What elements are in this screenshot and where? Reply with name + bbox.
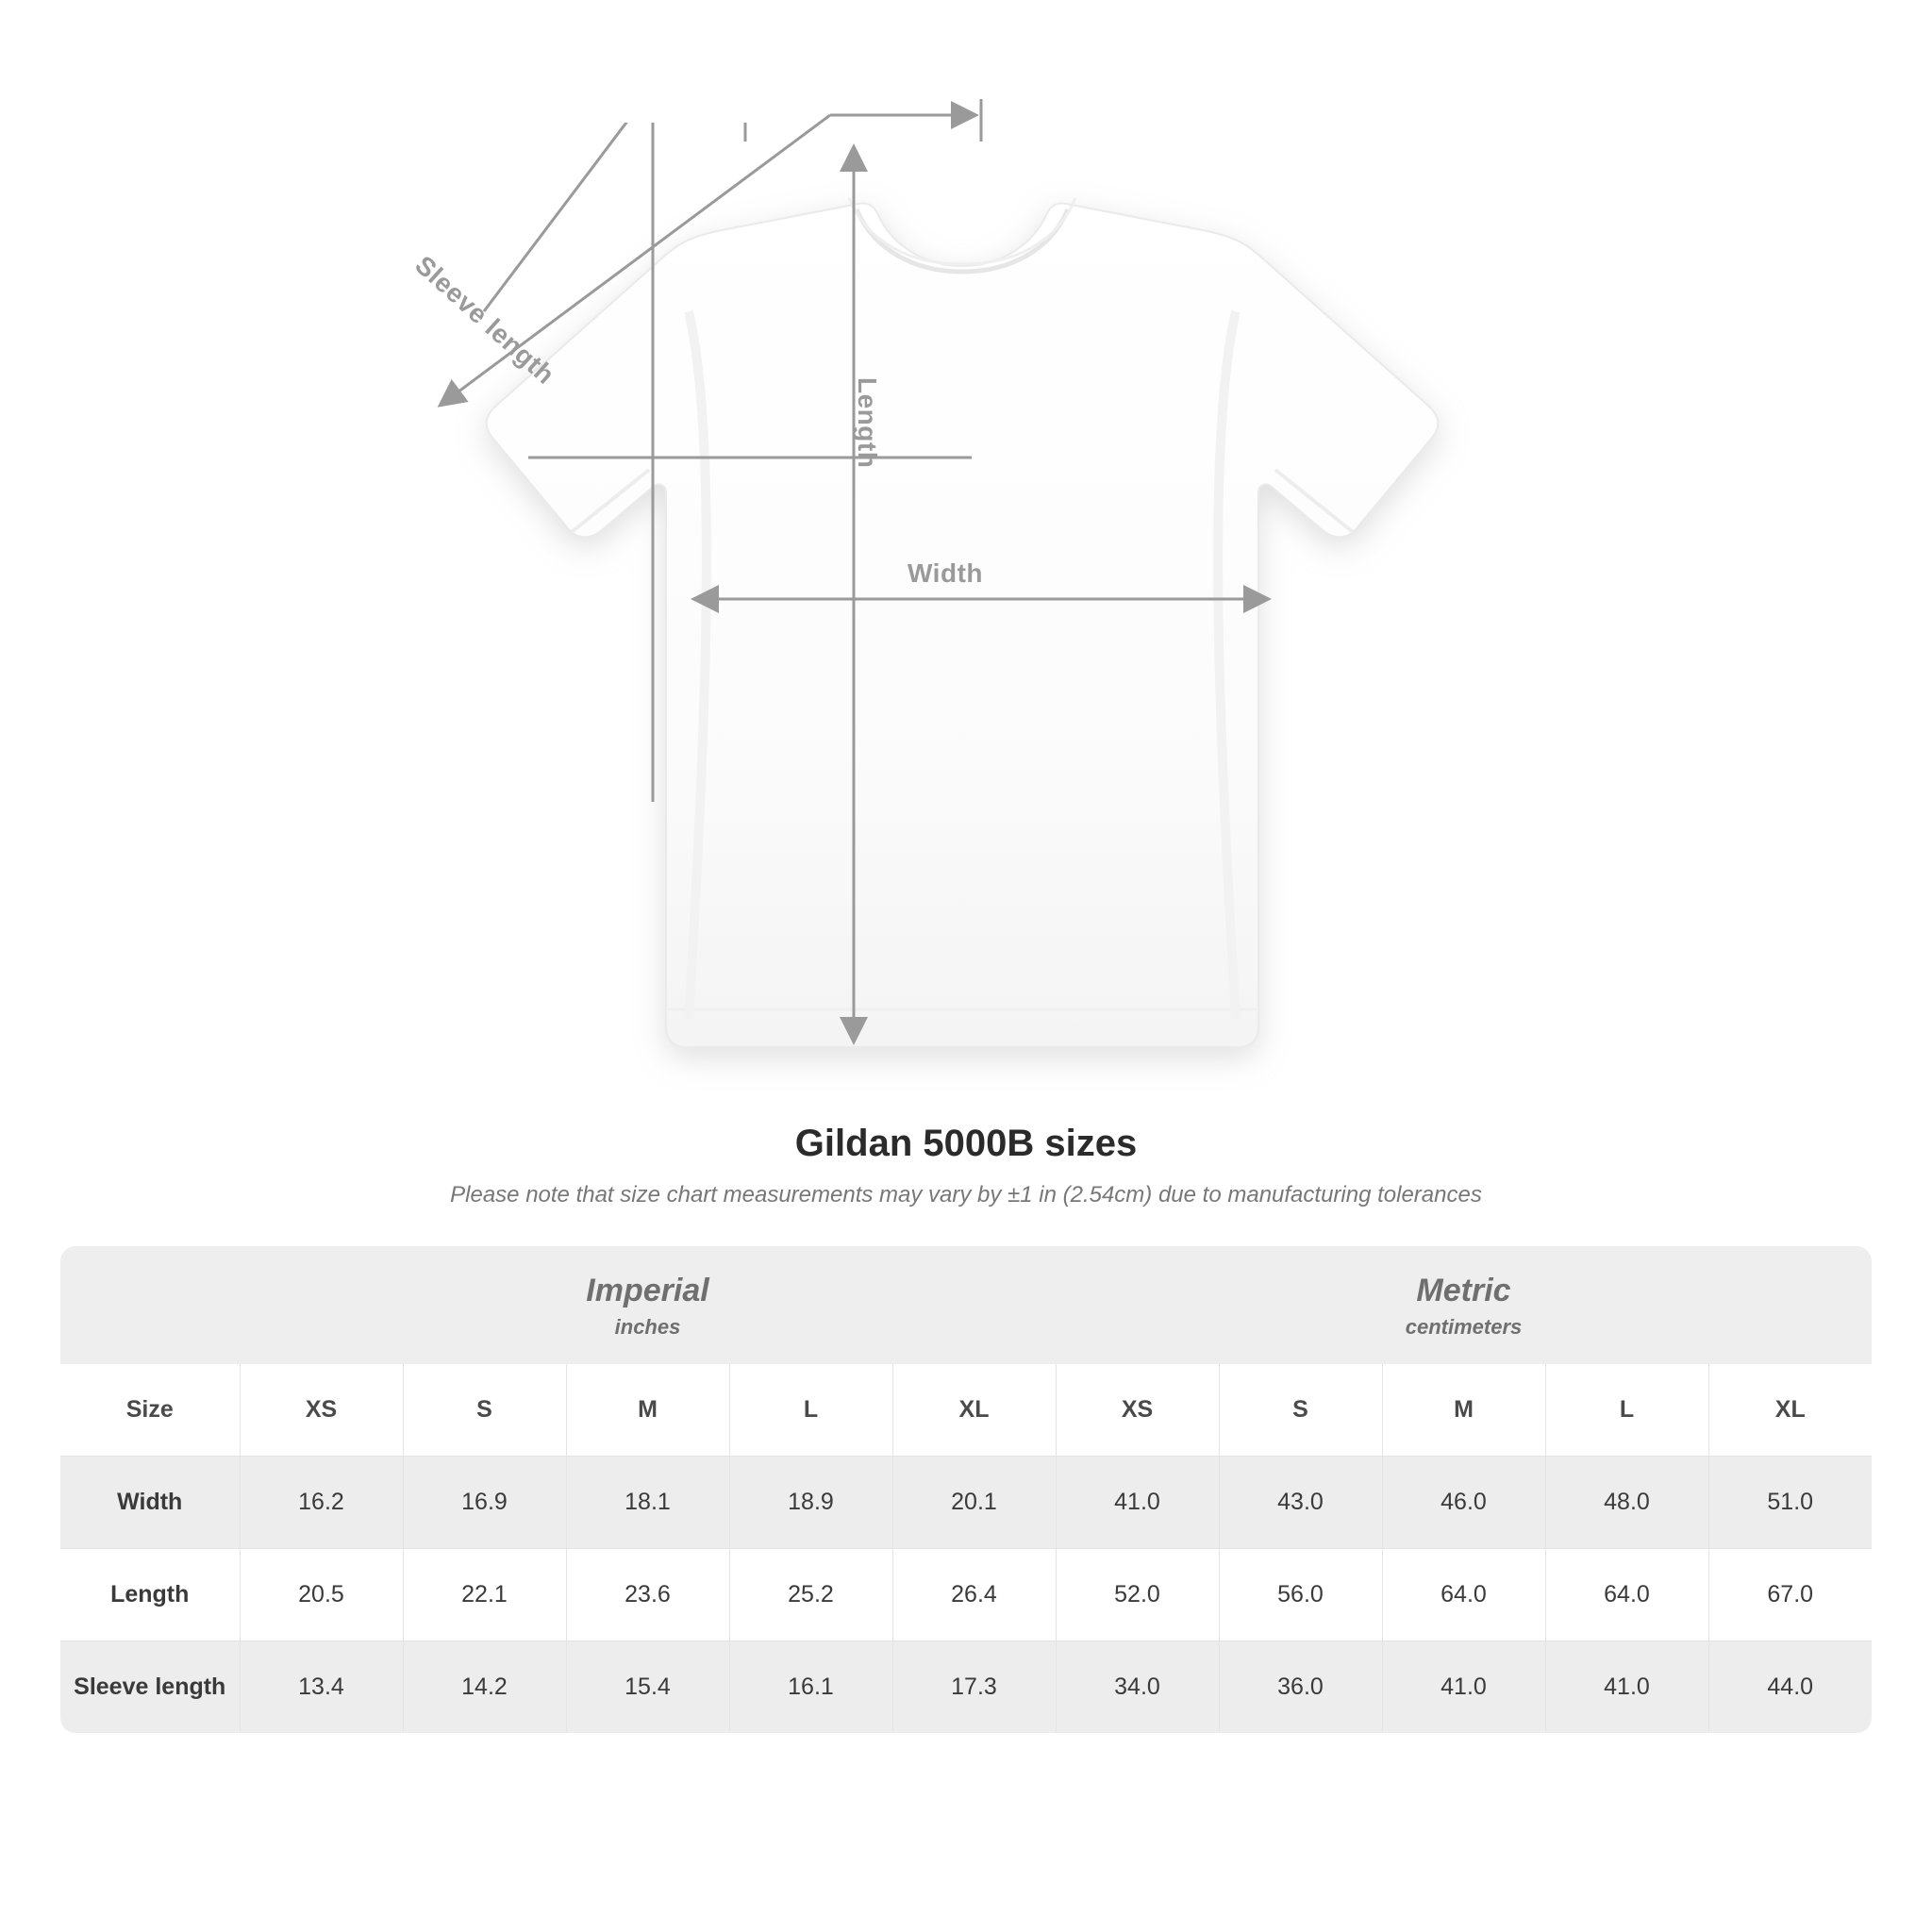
chart-note: Please note that size chart measurements may vary by ±1 in (2.54cm) due to manufacturing tolerances: [450, 1182, 1482, 1208]
unit-corner-cell: [60, 1246, 240, 1364]
col-header-metric-s: S: [1219, 1364, 1382, 1457]
table-row: [60, 1549, 1872, 1641]
chart-title: Gildan 5000B sizes: [794, 1123, 1138, 1164]
size-header-row: [60, 1364, 1872, 1457]
cell-width-metric-l: 48.0: [1545, 1457, 1708, 1549]
sleeve-length-label: Sleeve length: [409, 250, 560, 391]
cell-length-imperial-l: 25.2: [729, 1549, 892, 1641]
table-row: [60, 1641, 1872, 1734]
cell-sleeve-metric-s: 36.0: [1219, 1641, 1382, 1734]
cell-sleeve-metric-l: 41.0: [1545, 1641, 1708, 1734]
cell-sleeve-imperial-xl: 17.3: [892, 1641, 1056, 1734]
cell-sleeve-imperial-s: 14.2: [403, 1641, 566, 1734]
unit-metric: [1056, 1246, 1872, 1364]
col-header-metric-xs: XS: [1056, 1364, 1219, 1457]
cell-length-imperial-xl: 26.4: [892, 1549, 1056, 1641]
cell-sleeve-imperial-l: 16.1: [729, 1641, 892, 1734]
cell-width-metric-s: 43.0: [1219, 1457, 1382, 1549]
col-header-metric-m: M: [1382, 1364, 1545, 1457]
sleeve-arrow-diagonal: [440, 115, 830, 406]
row-label-width: Width: [60, 1457, 240, 1549]
unit-imperial-sub: inches: [614, 1315, 681, 1340]
cell-length-imperial-s: 22.1: [403, 1549, 566, 1641]
cell-width-imperial-l: 18.9: [729, 1457, 892, 1549]
cell-width-metric-m: 46.0: [1382, 1457, 1545, 1549]
width-label: Width: [908, 558, 983, 588]
cell-sleeve-imperial-m: 15.4: [566, 1641, 729, 1734]
cell-length-metric-l: 64.0: [1545, 1549, 1708, 1641]
unit-metric-sub: centimeters: [1405, 1315, 1523, 1340]
cell-width-imperial-xs: 16.2: [240, 1457, 403, 1549]
cell-length-imperial-m: 23.6: [566, 1549, 729, 1641]
row-label-sleeve-length: Sleeve length: [60, 1641, 240, 1734]
size-table-wrap: [60, 1246, 1872, 1733]
cell-width-imperial-xl: 20.1: [892, 1457, 1056, 1549]
cell-sleeve-imperial-xs: 13.4: [240, 1641, 403, 1734]
cell-width-imperial-m: 18.1: [566, 1457, 729, 1549]
unit-imperial-name: Imperial: [586, 1273, 709, 1308]
cell-sleeve-metric-xl: 44.0: [1708, 1641, 1872, 1734]
title-block: [0, 1123, 1932, 1208]
cell-length-metric-s: 56.0: [1219, 1549, 1382, 1641]
col-header-imperial-m: M: [566, 1364, 729, 1457]
cell-length-metric-m: 64.0: [1382, 1549, 1545, 1641]
tshirt-graphic: [406, 123, 1519, 1094]
size-table: [60, 1246, 1872, 1733]
unit-header-row: [60, 1246, 1872, 1364]
col-header-imperial-s: S: [403, 1364, 566, 1457]
cell-sleeve-metric-m: 41.0: [1382, 1641, 1545, 1734]
cell-width-metric-xs: 41.0: [1056, 1457, 1219, 1549]
cell-width-imperial-s: 16.9: [403, 1457, 566, 1549]
col-header-imperial-l: L: [729, 1364, 892, 1457]
row-label-length: Length: [60, 1549, 240, 1641]
length-label: Length: [853, 377, 882, 469]
unit-metric-name: Metric: [1416, 1273, 1511, 1308]
col-header-metric-l: L: [1545, 1364, 1708, 1457]
size-header-cell: Size: [60, 1364, 240, 1457]
col-header-metric-xl: XL: [1708, 1364, 1872, 1457]
unit-imperial: [240, 1246, 1056, 1364]
col-header-imperial-xs: XS: [240, 1364, 403, 1457]
cell-sleeve-metric-xs: 34.0: [1056, 1641, 1219, 1734]
cell-width-metric-xl: 51.0: [1708, 1457, 1872, 1549]
table-row: [60, 1457, 1872, 1549]
cell-length-metric-xs: 52.0: [1056, 1549, 1219, 1641]
cell-length-metric-xl: 67.0: [1708, 1549, 1872, 1641]
cell-length-imperial-xs: 20.5: [240, 1549, 403, 1641]
col-header-imperial-xl: XL: [892, 1364, 1056, 1457]
